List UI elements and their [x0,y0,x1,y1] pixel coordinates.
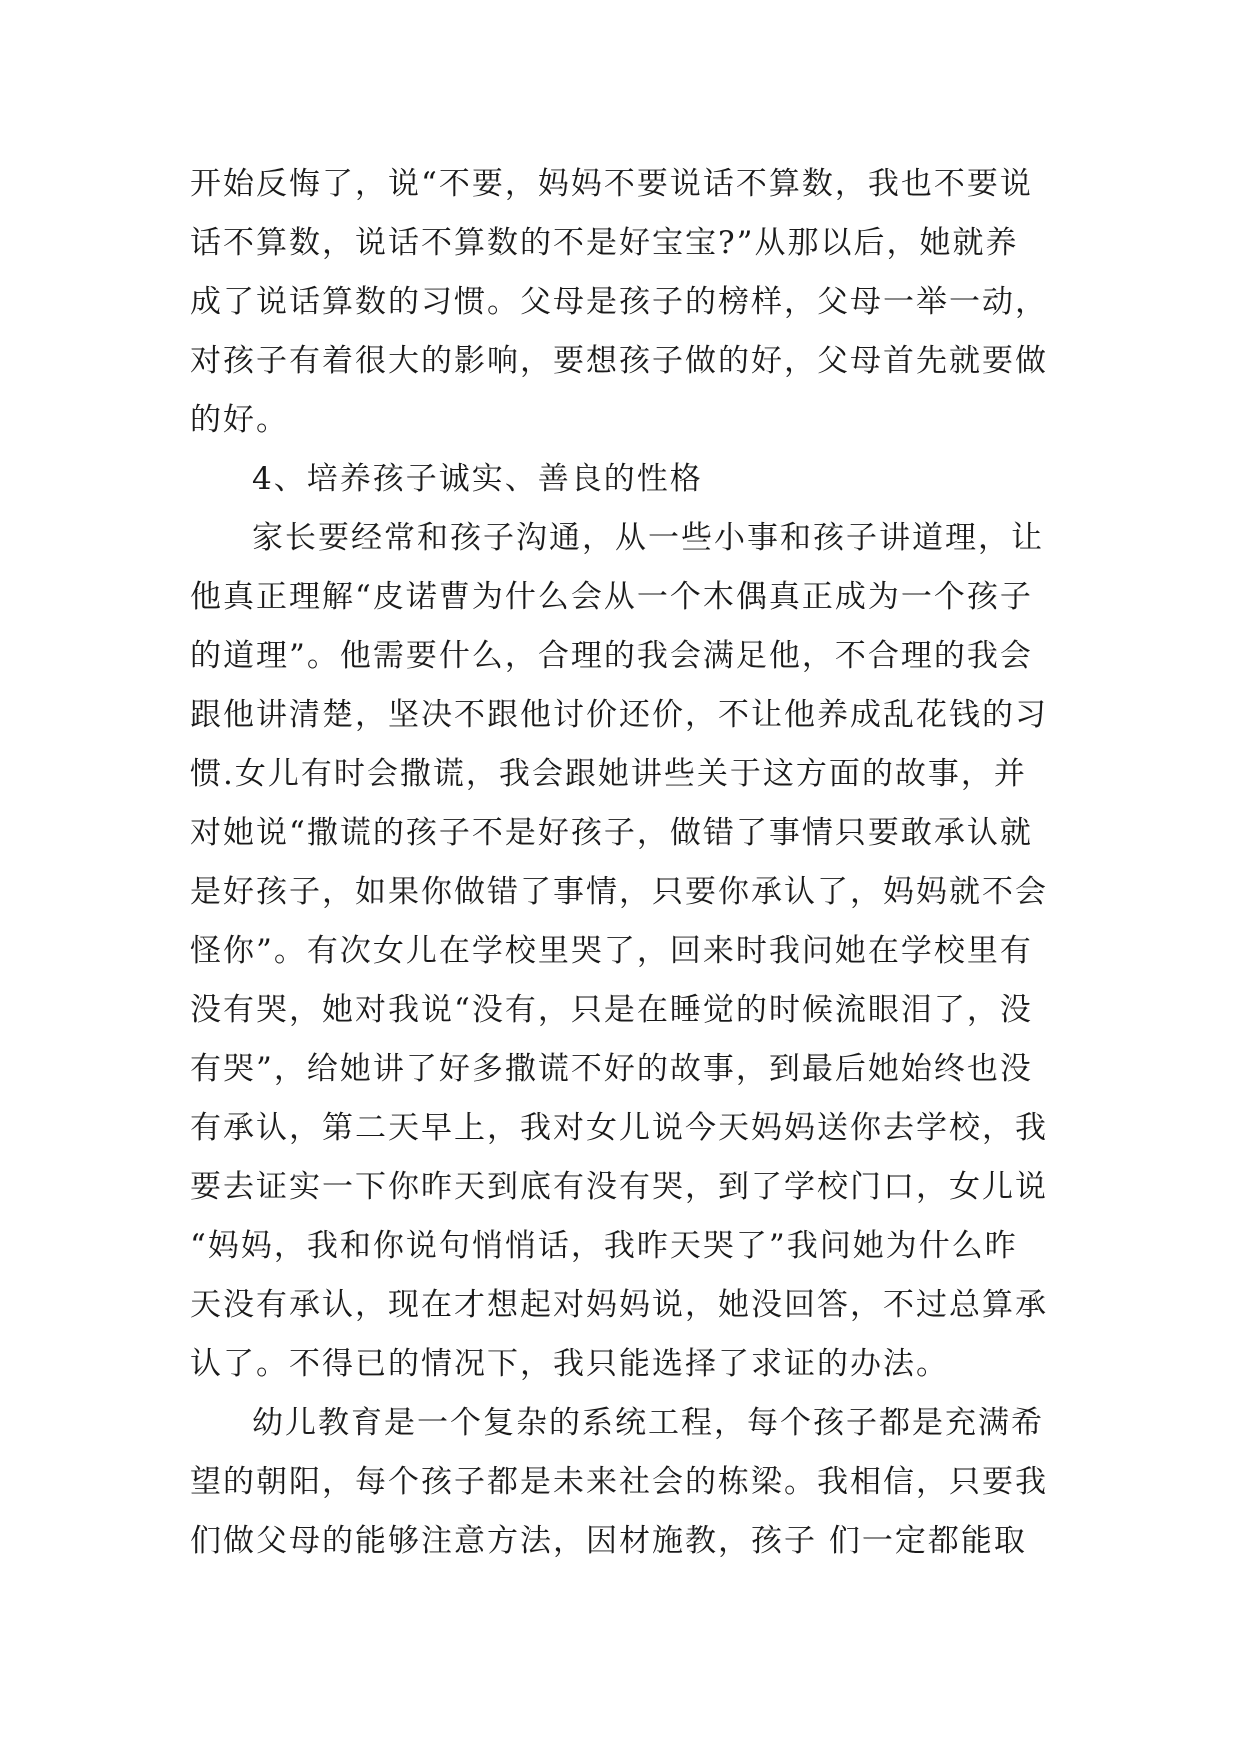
text-line: 开始反悔了，说“不要，妈妈不要说话不算数，我也不要说 [190,166,1033,202]
text-line: 幼儿教育是一个复杂的系统工程，每个孩子都是充满希 [252,1405,1044,1441]
text-line: 话不算数，说话不算数的不是好宝宝?”从那以后，她就养 [190,225,1019,261]
text-line: 们做父母的能够注意方法，因材施教，孩子 们一定都能取 [190,1523,1027,1559]
text-line: 对孩子有着很大的影响，要想孩子做的好，父母首先就要做 [190,343,1048,379]
text-line: 怪你”。有次女儿在学校里哭了，回来时我问她在学校里有 [190,933,1033,969]
text-line: 的道理”。他需要什么，合理的我会满足他，不合理的我会 [190,638,1033,674]
text-line: 有承认，第二天早上，我对女儿说今天妈妈送你去学校，我 [190,1110,1048,1146]
text-line: 认了。不得已的情况下，我只能选择了求证的办法。 [190,1346,949,1382]
text-line: 望的朝阳，每个孩子都是未来社会的栋梁。我相信，只要我 [190,1464,1048,1500]
text-line: 要去证实一下你昨天到底有没有哭，到了学校门口，女儿说 [190,1169,1048,1205]
text-line: 惯.女儿有时会撒谎，我会跟她讲些关于这方面的故事，并 [190,756,1027,792]
text-line: 有哭”，给她讲了好多撒谎不好的故事，到最后她始终也没 [190,1051,1033,1087]
body-text [190,155,1060,1571]
text-line: 是好孩子，如果你做错了事情，只要你承认了，妈妈就不会 [190,874,1048,910]
section-heading: 4、培养孩子诚实、善良的性格 [252,461,703,497]
text-line: 成了说话算数的习惯。父母是孩子的榜样，父母一举一动， [190,284,1048,320]
text-line: 的好。 [190,402,289,438]
text-line: “妈妈，我和你说句悄悄话，我昨天哭了”我问她为什么昨 [190,1228,1018,1264]
text-line: 跟他讲清楚，坚决不跟他讨价还价，不让他养成乱花钱的习 [190,697,1048,733]
text-line: 他真正理解“皮诺曹为什么会从一个木偶真正成为一个孩子 [190,579,1033,615]
text-line: 没有哭，她对我说“没有，只是在睡觉的时候流眼泪了，没 [190,992,1033,1028]
text-line: 家长要经常和孩子沟通，从一些小事和孩子讲道理，让 [252,520,1044,556]
text-line: 对她说“撒谎的孩子不是好孩子，做错了事情只要敢承认就 [190,815,1033,851]
text-line: 天没有承认，现在才想起对妈妈说，她没回答，不过总算承 [190,1287,1048,1323]
